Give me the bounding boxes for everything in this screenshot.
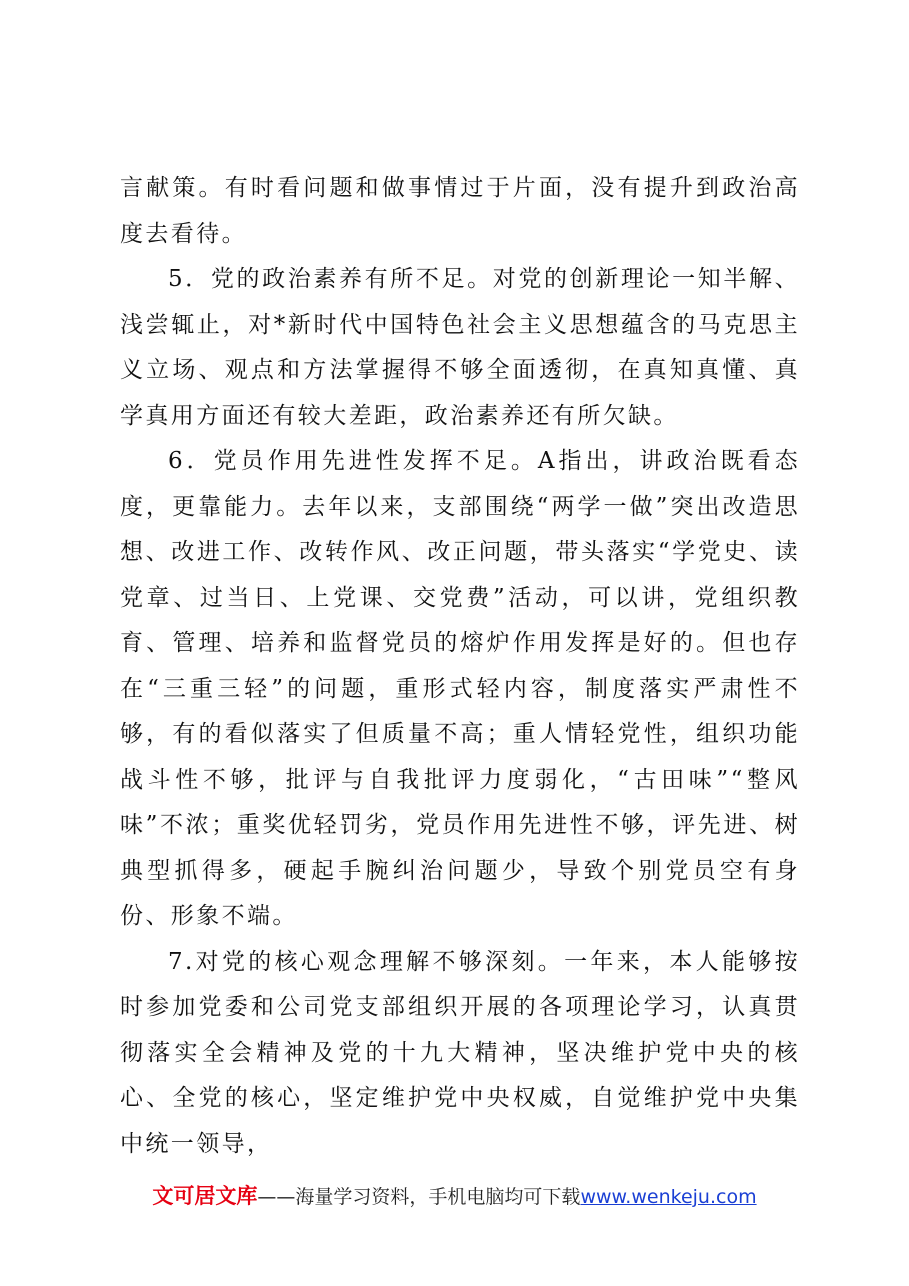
- footer-watermark: [0, 1181, 909, 1212]
- document-body: [120, 166, 800, 1167]
- footer-url-link[interactable]: www.wenkeju.com: [580, 1186, 757, 1208]
- paragraph-item-7: 7.对党的核心观念理解不够深刻。一年来，本人能够按时参加党委和公司党支部组织开展的各项理论学习，认真贯彻落实全会精神及党的十九大精神，坚决维护党中央的核心、全党的核心，坚定维护党中央权威，自觉维护党中央集中统一领导，: [120, 948, 800, 1157]
- footer-brand: 文可居文库: [152, 1184, 258, 1208]
- paragraph-item-6: 6．党员作用先进性发挥不足。A指出，讲政治既看态度，更靠能力。去年以来，支部围绕“两学一做”突出改造思想、改进工作、改转作风、改正问题，带头落实“学党史、读党章、过当日、上党课、交党费”活动，可以讲，党组织教育、管理、培养和监督党员的熔炉作用发挥是好的。但也存在“三重三轻”的问题，重形式轻内容，制度落实严肃性不够，有的看似落实了但质量不高；重人情轻党性，组织功能战斗性不够，批评与自我批评力度弱化，“古田味”“整风味”不浓；重奖优轻罚劣，党员作用先进性不够，评先进、树典型抓得多，硬起手腕纠治问题少，导致个别党员空有身份、形象不端。: [120, 448, 800, 929]
- paragraph-continuation: 言献策。有时看问题和做事情过于片面，没有提升到政治高度去看待。: [120, 175, 800, 247]
- paragraph-item-5: 5．党的政治素养有所不足。对党的创新理论一知半解、浅尝辄止，对*新时代中国特色社会主义思想蕴含的马克思主义立场、观点和方法掌握得不够全面透彻，在真知真懂、真学真用方面还有较大差距，政治素养还有所欠缺。: [120, 266, 800, 429]
- footer-slogan: ——海量学习资料，手机电脑均可下载: [257, 1186, 581, 1208]
